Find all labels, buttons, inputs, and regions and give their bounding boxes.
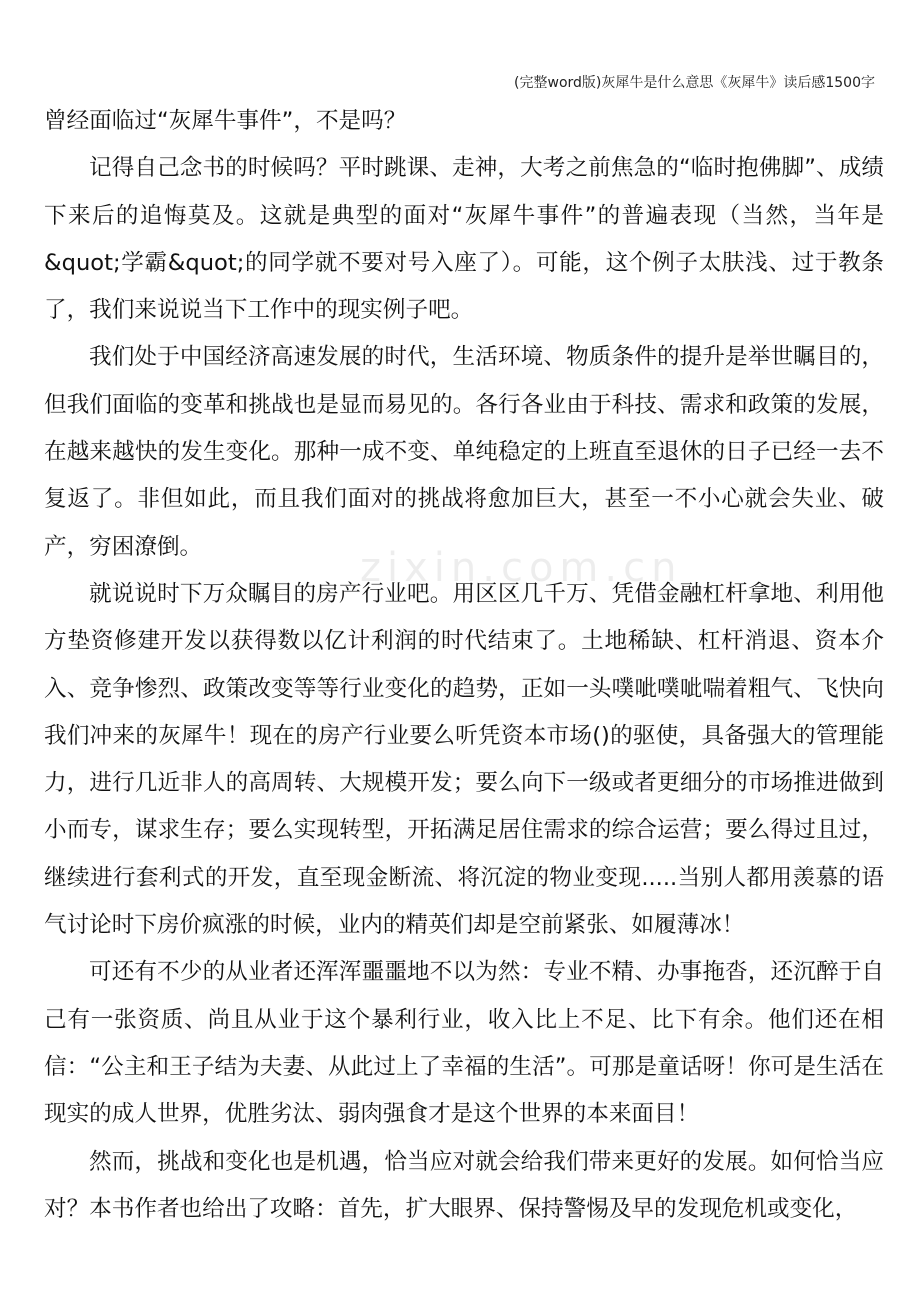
paragraph: 可还有不少的从业者还浑浑噩噩地不以为然：专业不精、办事拖沓，还沉醉于自己有一张资质、尚且从业于这个暴利行业，收入比上不足、比下有余。他们还在相信：“公主和王子结为夫妻、从此过上了幸福的生活”。可那是童话呀！你可是生活在现实的成人世界，优胜劣汰、弱肉强食才是这个世界的本来面目！ xyxy=(44,959,884,1128)
paragraph: 就说说时下万众瞩目的房产行业吧。用区区几千万、凭借金融杠杆拿地、利用他方垫资修建开发以获得数以亿计利润的时代结束了。土地稀缺、杠杆消退、资本介入、竞争惨烈、政策改变等等行业变化的趋势，正如一头噗呲噗呲喘着粗气、飞快向我们冲来的灰犀牛！现在的房产行业要么听凭资本市场()的驱使，具备强大的管理能力，进行几近非人的高周转、大规模开发；要么向下一级或者更细分的市场推进做到小而专，谋求生存；要么实现转型，开拓满足居住需求的综合运营；要么得过且过，继续进行套利式的开发，直至现金断流、将沉淀的物业变现.....当别人都用羡慕的语气讨论时下房价疯涨的时候，业内的精英们却是空前紧张、如履薄冰！ xyxy=(44,580,884,939)
paragraph: 然而，挑战和变化也是机遇，恰当应对就会给我们带来更好的发展。如何恰当应对？本书作者也给出了攻略：首先，扩大眼界、保持警惕及早的发现危机或变化， xyxy=(44,1148,884,1222)
paragraph: 记得自己念书的时候吗？平时跳课、走神，大考之前焦急的“临时抱佛脚”、成绩下来后的追悔莫及。这就是典型的面对“灰犀牛事件”的普遍表现（当然，当年是&quot;学霸&quot;的同学就不要对号入座了）。可能，这个例子太肤浅、过于教条了，我们来说说当下工作中的现实例子吧。 xyxy=(44,155,884,324)
paragraph: 我们处于中国经济高速发展的时代，生活环境、物质条件的提升是举世瞩目的，但我们面临的变革和挑战也是显而易见的。各行各业由于科技、需求和政策的发展，在越来越快的发生变化。那种一成不变、单纯稳定的上班直至退休的日子已经一去不复返了。非但如此，而且我们面对的挑战将愈加巨大，甚至一不小心就会失业、破产，穷困潦倒。 xyxy=(44,344,884,560)
watermark: zixin.com.cn xyxy=(360,545,683,591)
page-header: (完整word版)灰犀牛是什么意思《灰犀牛》读后感1500字 xyxy=(514,75,875,91)
document-body xyxy=(44,98,884,1233)
paragraph-continuation: 曾经面临过“灰犀牛事件”，不是吗？ xyxy=(44,108,407,134)
